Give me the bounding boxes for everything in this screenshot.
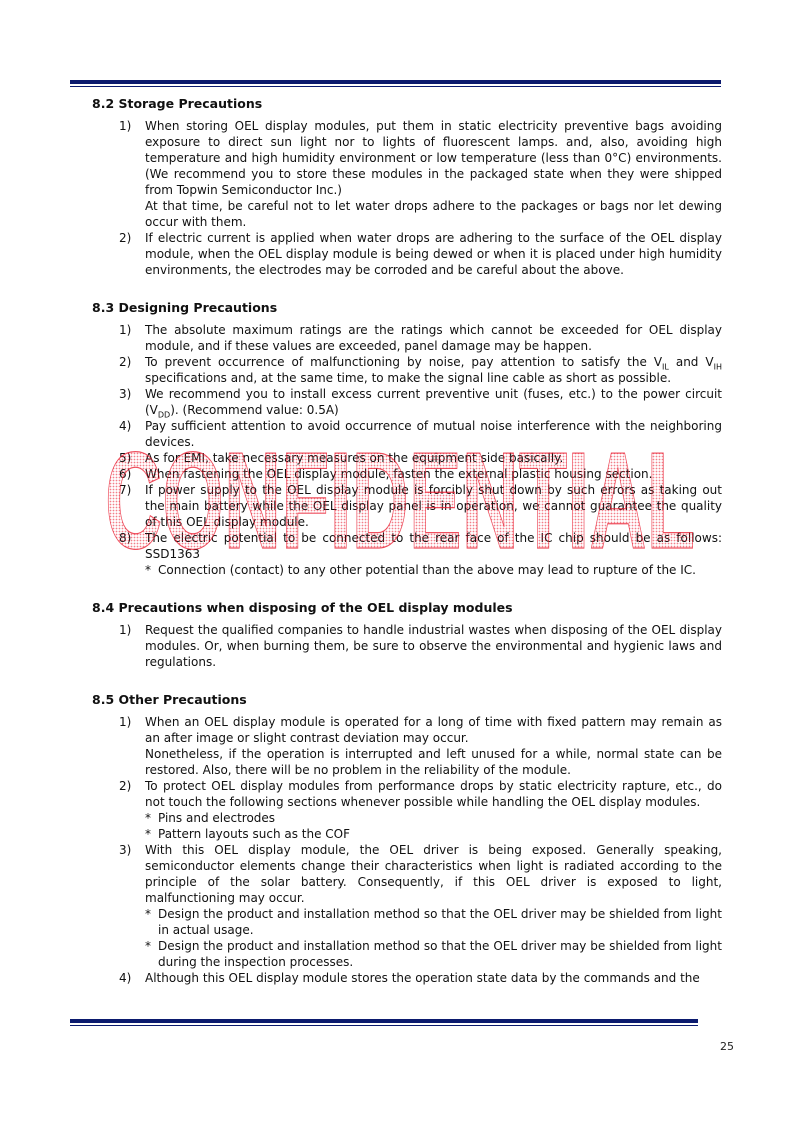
item-number: 1) [119, 119, 132, 133]
watermark-text: CONFIDENTIAL [105, 440, 695, 565]
list-item [92, 842, 722, 970]
item-number: 3) [119, 387, 132, 401]
document-body [92, 96, 722, 986]
item-number: 5) [119, 451, 132, 465]
section-heading: 8.3 Designing Precautions [92, 300, 278, 315]
footer-rule-thin [70, 1025, 698, 1026]
list-item [92, 386, 722, 418]
list-item [92, 418, 722, 450]
section-heading: 8.4 Precautions when disposing of the OEL display modules [92, 600, 513, 615]
bullet-item: * Pattern layouts such as the COF [145, 827, 351, 841]
section-heading: 8.2 Storage Precautions [92, 96, 263, 111]
item-number: 4) [119, 419, 132, 433]
item-text: Nonetheless, if the operation is interrupted and left unused for a while, normal state can be restored. Also, there will be no problem in the reliability of the module. [145, 747, 722, 777]
item-number: 1) [119, 623, 132, 637]
page-number: 25 [720, 1040, 734, 1053]
item-number: 4) [119, 971, 132, 985]
item-text: The absolute maximum ratings are the ratings which cannot be exceeded for OEL display module, and if these values are exceeded, panel damage may be happen. [145, 323, 722, 353]
list-item [92, 466, 722, 482]
bullet-item: * Pins and electrodes [145, 811, 276, 825]
list-item [92, 118, 722, 230]
item-number: 3) [119, 843, 132, 857]
list-item [92, 530, 722, 578]
item-number: 2) [119, 231, 132, 245]
footer-rule [70, 1019, 698, 1023]
item-text: With this OEL display module, the OEL driver is being exposed. Generally speaking, semiconductor elements change their characteristics when light is radiated according to the principle of the solar battery. Consequently, if this OEL driver is exposed to light, malfunctioning may occur. [145, 843, 722, 905]
item-number: 1) [119, 323, 132, 337]
item-number: 7) [119, 483, 132, 497]
list-item [92, 230, 722, 278]
item-text: If power supply to the OEL display module is forcibly shut down by such errors as taking out the main battery while the OEL display panel is in operation, we cannot guarantee the quality of this OEL display module. [145, 483, 722, 529]
bullet-item: * Design the product and installation method so that the OEL driver may be shielded from light during the inspection processes. [145, 939, 722, 969]
item-text: Request the qualified companies to handle industrial wastes when disposing of the OEL display modules. Or, when burning them, be sure to observe the environmental and hygienic laws and regulations. [145, 623, 722, 669]
list-item [92, 622, 722, 670]
section-designing-precautions [92, 300, 722, 578]
item-text: At that time, be careful not to let water drops adhere to the packages or bags nor let dewing occur with them. [145, 199, 722, 229]
item-text: To protect OEL display modules from performance drops by static electricity rapture, etc., do not touch the following sections whenever possible while handling the OEL display modules. [145, 779, 722, 809]
list-item [92, 778, 722, 842]
item-text: When storing OEL display modules, put them in static electricity preventive bags avoiding exposure to direct sun light nor to lights of fluorescent lamps. and, also, avoiding high temperature and high humidity environment or low temperature (less than 0°C) environments. (We recommend you to store these modules in the packaged state when they were shipped from Topwin Semiconductor Inc.) [145, 119, 722, 197]
item-text: If electric current is applied when water drops are adhering to the surface of the OEL display module, when the OEL display module is being dewed or when it is placed under high humidity environments, the electrodes may be corroded and be careful about the above. [145, 231, 722, 277]
item-text: To prevent occurrence of malfunctioning by noise, pay attention to satisfy the $V_{IL}$ and $V_{IH}$ specifications and, at the same time, to make the signal line cable as short as possible. [145, 355, 722, 385]
item-text: The electric potential to be connected to the rear face of the IC chip should be as follows: SSD1363 [145, 531, 722, 561]
section-storage-precautions [92, 96, 722, 278]
section-other-precautions [92, 692, 722, 986]
item-number: 2) [119, 355, 132, 369]
section-heading: 8.5 Other Precautions [92, 692, 247, 707]
list-item [92, 970, 722, 986]
header-rule [70, 80, 721, 84]
list-item [92, 714, 722, 778]
header-rule-thin [70, 86, 721, 87]
list-item [92, 322, 722, 354]
item-text: We recommend you to install excess current preventive unit (fuses, etc.) to the power circuit $(V_{DD})$. (Recommend value: 0.5A) [145, 387, 722, 420]
item-text: When fastening the OEL display module, fasten the external plastic housing section. [145, 467, 653, 481]
item-text: Although this OEL display module stores the operation state data by the commands and the [145, 971, 700, 985]
list-item [92, 482, 722, 530]
item-text: Pay sufficient attention to avoid occurrence of mutual noise interference with the neighboring devices. [145, 419, 722, 449]
item-number: 6) [119, 467, 132, 481]
item-text: When an OEL display module is operated for a long of time with fixed pattern may remain as an after image or slight contrast deviation may occur. [145, 715, 722, 745]
item-text: As for EMI, take necessary measures on the equipment side basically. [145, 451, 564, 465]
bullet-item: * Connection (contact) to any other potential than the above may lead to rupture of the IC. [145, 563, 696, 577]
bullet-item: * Design the product and installation method so that the OEL driver may be shielded from light in actual usage. [145, 907, 722, 937]
list-item [92, 354, 722, 386]
section-disposing-precautions [92, 600, 722, 670]
list-item [92, 450, 722, 466]
item-number: 1) [119, 715, 132, 729]
item-number: 2) [119, 779, 132, 793]
item-number: 8) [119, 531, 132, 545]
